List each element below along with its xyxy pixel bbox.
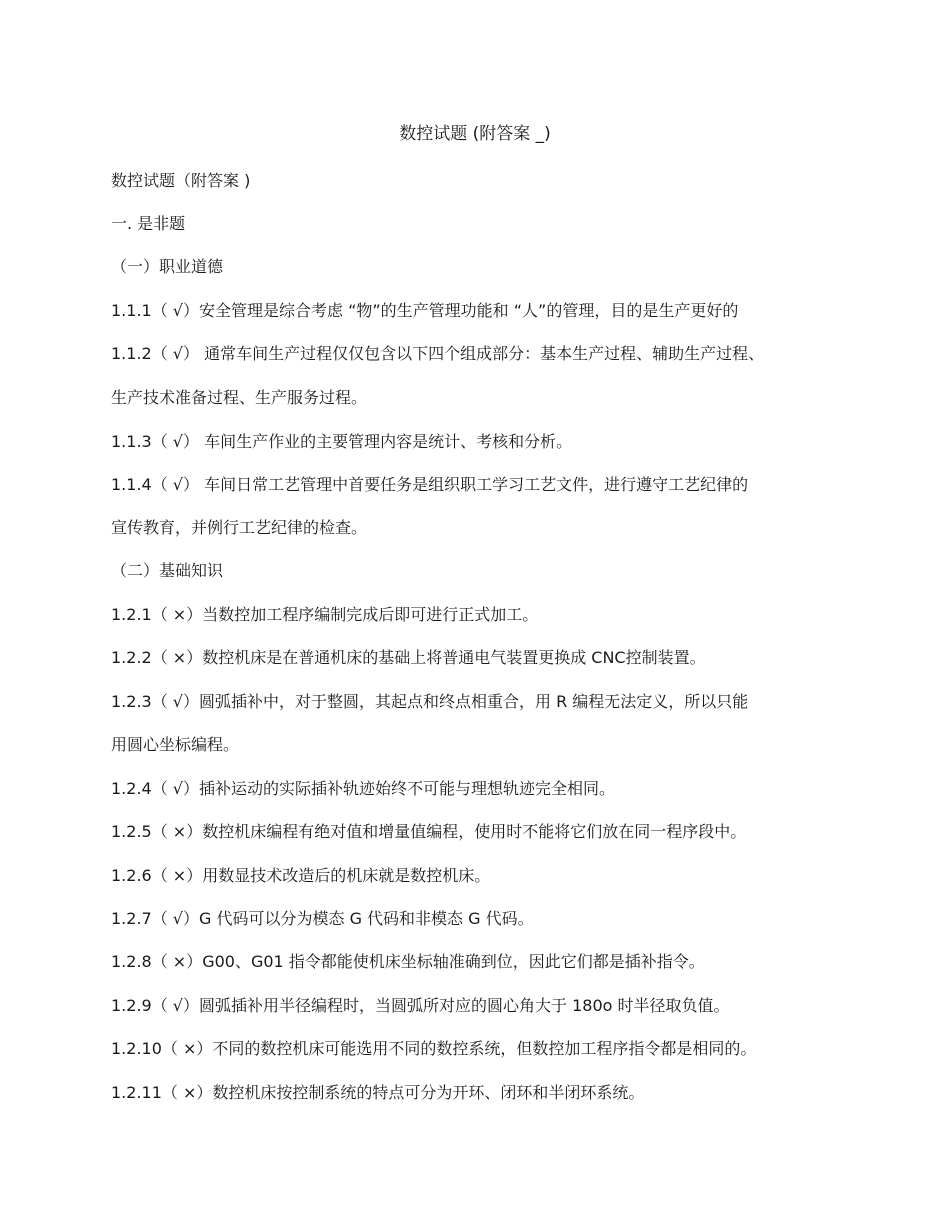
question-item: 1.2.9（ √）圆弧插补用半径编程时，当圆弧所对应的圆心角大于 180o 时半径取负值。 bbox=[111, 996, 730, 1015]
document-title: 数控试题 (附答案 _) bbox=[399, 124, 551, 144]
question-item: 1.2.3（ √）圆弧插补中，对于整圆，其起点和终点相重合，用 R 编程无法定义，所以只能 bbox=[111, 692, 749, 711]
question-item: 1.2.10（ ×）不同的数控机床可能选用不同的数控系统，但数控加工程序指令都是相同的。 bbox=[111, 1039, 757, 1058]
question-item: 1.2.11（ ×）数控机床按控制系统的特点可分为开环、闭环和半闭环系统。 bbox=[111, 1083, 645, 1102]
question-item-continuation: 宣传教育，并例行工艺纪律的检查。 bbox=[111, 518, 368, 537]
question-item: 1.2.6（ ×）用数显技术改造后的机床就是数控机床。 bbox=[111, 866, 491, 885]
question-item: 1.1.1（ √）安全管理是综合考虑 “物”的生产管理功能和 “人”的管理，目的是生产更好的 bbox=[111, 301, 739, 320]
section-heading-true-false: 一. 是非题 bbox=[111, 214, 186, 233]
question-item: 1.2.8（ ×）G00、G01 指令都能使机床坐标轴准确到位，因此它们都是插补指令。 bbox=[111, 952, 705, 971]
question-item: 1.2.2（ ×）数控机床是在普通机床的基础上将普通电气装置更换成 CNC控制装置。 bbox=[111, 648, 706, 667]
question-item: 1.1.4（ √） 车间日常工艺管理中首要任务是组织职工学习工艺文件，进行遵守工艺纪律的 bbox=[111, 475, 749, 494]
question-item: 1.2.4（ √）插补运动的实际插补轨迹始终不可能与理想轨迹完全相同。 bbox=[111, 779, 615, 798]
question-item: 1.1.2（ √） 通常车间生产过程仅仅包含以下四个组成部分：基本生产过程、辅助生产过程、 bbox=[111, 344, 765, 363]
document-subtitle: 数控试题（附答案 ) bbox=[111, 171, 251, 190]
question-item-continuation: 用圆心坐标编程。 bbox=[111, 735, 240, 754]
subsection-heading-basics: （二）基础知识 bbox=[111, 561, 224, 580]
question-item: 1.2.1（ ×）当数控加工程序编制完成后即可进行正式加工。 bbox=[111, 605, 539, 624]
question-item: 1.2.5（ ×）数控机床编程有绝对值和增量值编程，使用时不能将它们放在同一程序段中。 bbox=[111, 822, 747, 841]
question-item: 1.2.7（ √）G 代码可以分为模态 G 代码和非模态 G 代码。 bbox=[111, 909, 534, 928]
question-item-continuation: 生产技术准备过程、生产服务过程。 bbox=[111, 388, 368, 407]
question-item: 1.1.3（ √） 车间生产作业的主要管理内容是统计、考核和分析。 bbox=[111, 432, 573, 451]
subsection-heading-ethics: （一）职业道德 bbox=[111, 257, 224, 276]
